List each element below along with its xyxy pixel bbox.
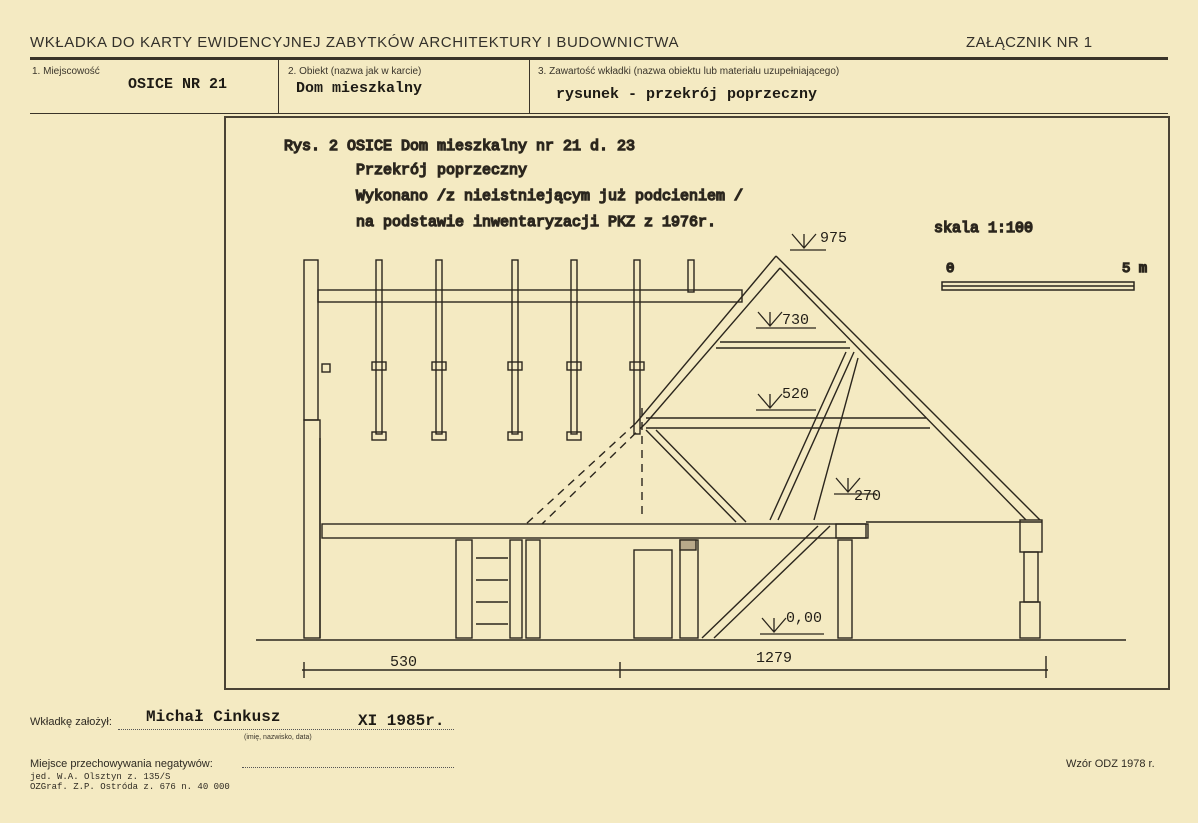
storage-line xyxy=(242,767,454,768)
level-270: 270 xyxy=(854,488,882,505)
sheet-title: WKŁADKA DO KARTY EWIDENCYJNEJ ZABYTKÓW ARCHITEKTURY I BUDOWNICTWA xyxy=(30,34,680,51)
scale-start: 0 xyxy=(946,261,955,277)
scale-label: skala 1:100 xyxy=(934,220,1034,237)
field-divider-1 xyxy=(278,60,279,114)
level-730: 730 xyxy=(782,312,810,329)
locality-label: 1. Miejscowość xyxy=(32,66,100,77)
caption-line-1: Rys. 2 OSICE Dom mieszkalny nr 21 d. 23 xyxy=(284,138,636,155)
form-code: Wzór ODZ 1978 r. xyxy=(1066,758,1155,770)
annex-number: ZAŁĄCZNIK NR 1 xyxy=(966,34,1093,51)
dimension-1279: 1279 xyxy=(756,650,793,667)
caption-line-2: Przekrój poprzeczny xyxy=(356,162,528,179)
caption-line-4: na podstawie inwentaryzacji PKZ z 1976r. xyxy=(356,214,717,231)
upper-posts xyxy=(322,260,694,440)
scale-end: 5 m xyxy=(1122,261,1148,277)
level-markers xyxy=(756,234,876,634)
caption-line-3: Wykonano /z nieistniejącym już podcieniem / xyxy=(356,188,744,205)
content-value: rysunek - przekrój poprzeczny xyxy=(556,86,818,103)
level-520: 520 xyxy=(782,386,810,403)
drawing-frame xyxy=(224,116,1170,690)
object-value: Dom mieszkalny xyxy=(296,80,423,97)
print-line-2: OZGraf. Z.P. Ostróda z. 676 n. 40 000 xyxy=(30,782,230,792)
cross-section-drawing xyxy=(226,118,1168,688)
content-label: 3. Zawartość wkładki (nazwa obiektu lub materiału uzupełniającego) xyxy=(538,66,840,77)
object-label: 2. Obiekt (nazwa jak w karcie) xyxy=(288,66,422,77)
header-rule xyxy=(30,57,1168,60)
floor-beam xyxy=(322,524,868,538)
field-row-rule xyxy=(30,113,1168,114)
level-975: 975 xyxy=(820,230,848,247)
created-by-name: Michał Cinkusz xyxy=(146,708,281,726)
level-000: 0,00 xyxy=(786,610,823,627)
created-date: XI 1985r. xyxy=(358,712,445,730)
storage-label: Miejsce przechowywania negatywów: xyxy=(30,758,213,770)
left-wall-upper xyxy=(304,260,318,420)
dimension-530: 530 xyxy=(390,654,418,671)
created-caption: (imię, nazwisko, data) xyxy=(244,734,312,741)
created-by-label: Wkładkę założył: xyxy=(30,716,112,728)
locality-value: OSICE NR 21 xyxy=(128,76,228,93)
print-line-1: jed. W.A. Olsztyn z. 135/S xyxy=(30,772,171,782)
field-divider-2 xyxy=(529,60,530,114)
left-wall-lower xyxy=(304,420,320,638)
